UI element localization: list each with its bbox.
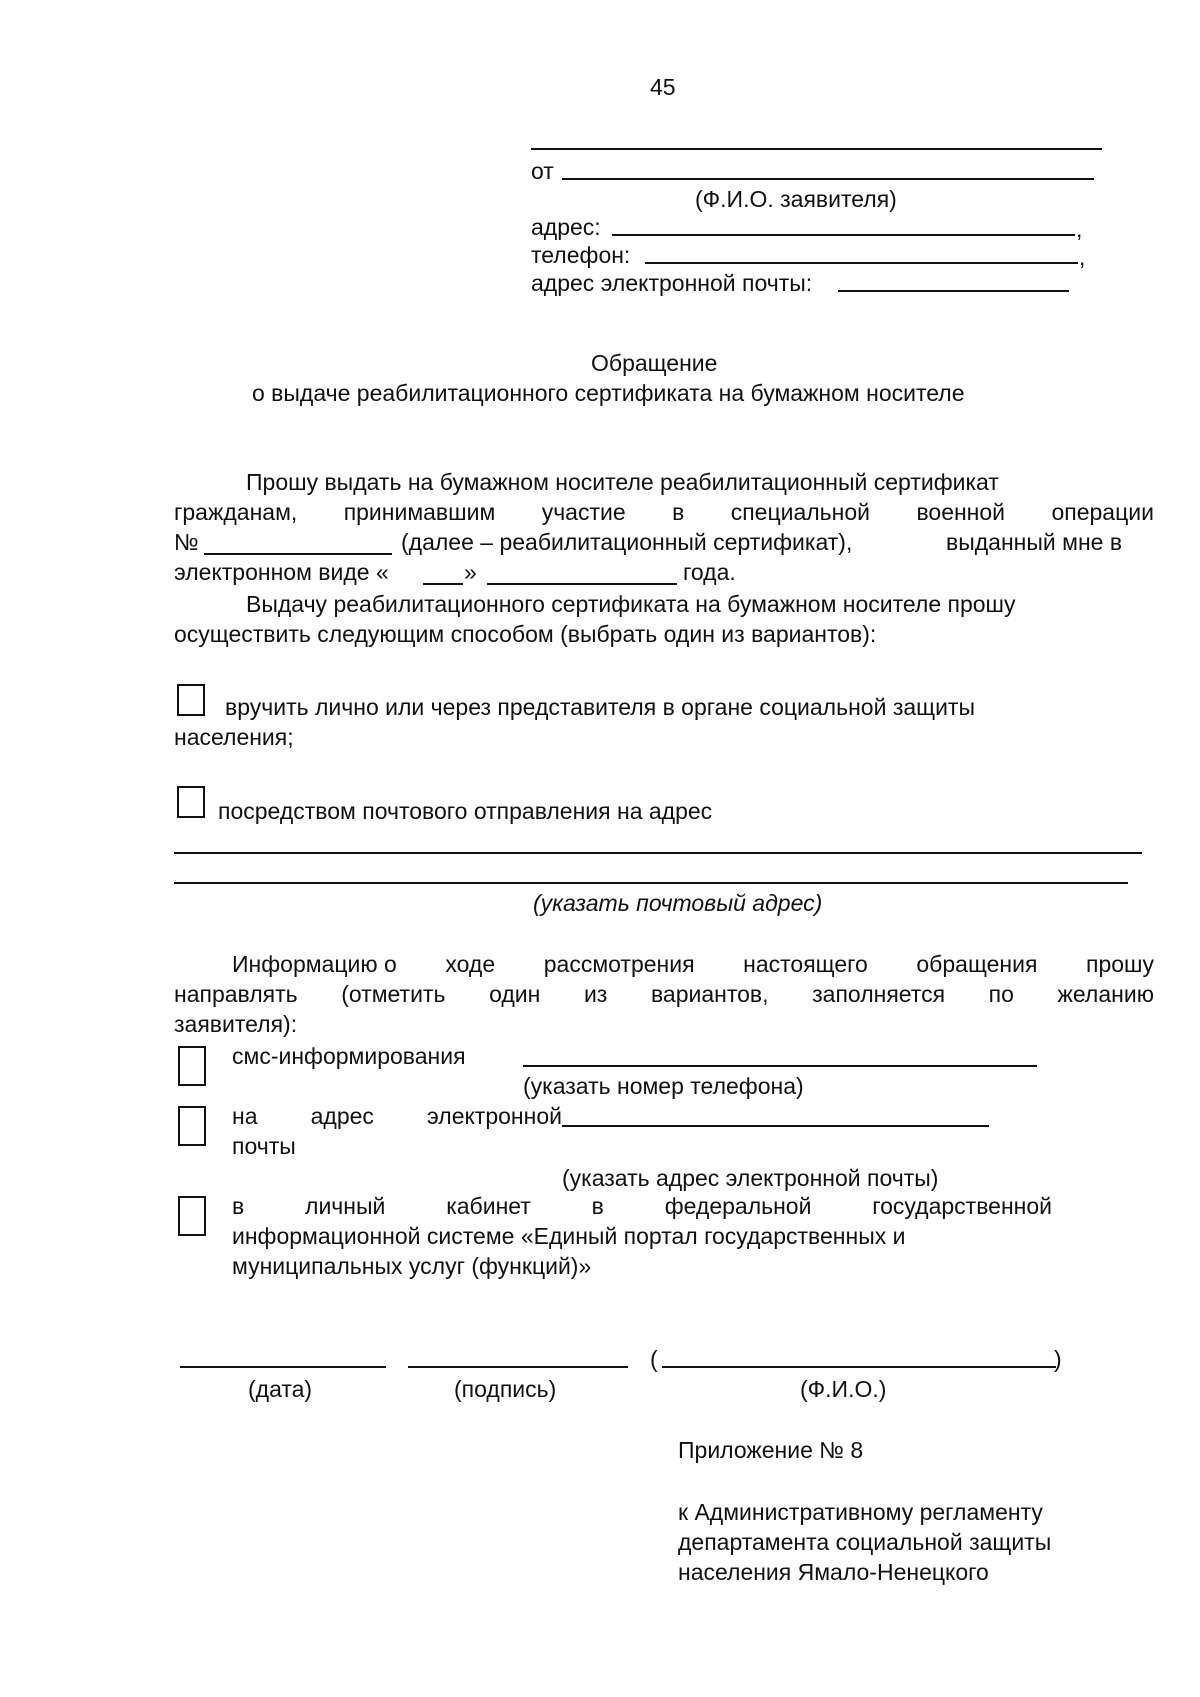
word: адрес xyxy=(310,1103,374,1129)
word: прошу xyxy=(1086,951,1154,977)
option-postal-label: посредством почтового отправления на адрес xyxy=(218,798,713,824)
signature-field[interactable] xyxy=(408,1366,628,1368)
from-label: от xyxy=(531,158,554,184)
month-field[interactable] xyxy=(487,583,677,585)
sms-phone-field[interactable] xyxy=(523,1065,1037,1067)
postal-address-field-1[interactable] xyxy=(174,852,1142,854)
appendix-title: Приложение № 8 xyxy=(678,1437,864,1463)
word: один xyxy=(489,981,541,1007)
sms-label: смс-информирования xyxy=(232,1043,466,1069)
p1-line4-start: электронном виде « xyxy=(174,559,389,585)
word: участие xyxy=(541,499,626,525)
phone-label: телефон: xyxy=(531,242,631,268)
word: федеральной xyxy=(664,1193,812,1219)
signature-fio-field[interactable] xyxy=(662,1366,1056,1368)
word: обращения xyxy=(916,951,1038,977)
word: Информацию о xyxy=(232,951,397,977)
word: из xyxy=(583,981,608,1007)
word: (отметить xyxy=(341,981,446,1007)
word: в xyxy=(232,1193,245,1219)
p1-line4-end: года. xyxy=(683,559,736,585)
address-label: адрес: xyxy=(531,214,601,240)
p1-line1: Прошу выдать на бумажном носителе реабилитационный сертификат xyxy=(246,469,999,495)
word: государственной xyxy=(872,1193,1052,1219)
portal-cabinet-checkbox[interactable] xyxy=(178,1196,206,1236)
word: настоящего xyxy=(743,951,868,977)
appendix-line3: населения Ямало-Ненецкого xyxy=(678,1559,989,1585)
sms-checkbox[interactable] xyxy=(178,1046,206,1086)
word: вариантов, xyxy=(650,981,769,1007)
sms-caption: (указать номер телефона) xyxy=(523,1073,804,1099)
info-line1 xyxy=(232,949,1154,979)
address-comma: , xyxy=(1076,216,1083,242)
word: рассмотрения xyxy=(543,951,695,977)
email-address-field[interactable] xyxy=(562,1125,989,1127)
word: военной xyxy=(916,499,1006,525)
fio-paren-close: ) xyxy=(1054,1346,1062,1372)
email-option-line1 xyxy=(232,1101,562,1131)
p2-line2: осуществить следующим способом (выбрать один из вариантов): xyxy=(174,621,877,647)
appendix-line2: департамента социальной защиты xyxy=(678,1529,1052,1555)
word: личный xyxy=(305,1193,386,1219)
option-in-person-checkbox[interactable] xyxy=(177,684,205,716)
portal-option-line2: информационной системе «Единый портал государственных и xyxy=(232,1223,906,1249)
portal-option-line3: муниципальных услуг (функций)» xyxy=(232,1253,592,1279)
word: направлять xyxy=(174,981,298,1007)
word: желанию xyxy=(1057,981,1154,1007)
signature-caption: (подпись) xyxy=(454,1376,557,1402)
email-checkbox[interactable] xyxy=(178,1106,206,1146)
addressee-line[interactable] xyxy=(531,148,1102,150)
from-fio-field[interactable] xyxy=(562,178,1094,180)
day-field[interactable] xyxy=(423,583,463,585)
fio-caption: (Ф.И.О. заявителя) xyxy=(695,186,897,212)
date-caption: (дата) xyxy=(248,1376,313,1402)
word: по xyxy=(988,981,1014,1007)
number-sign: № xyxy=(174,529,199,555)
portal-option-line1 xyxy=(232,1191,1052,1221)
p2-line1: Выдачу реабилитационного сертификата на бумажном носителе прошу xyxy=(246,591,1016,617)
email-option-line2: почты xyxy=(232,1133,296,1159)
word: кабинет xyxy=(446,1193,531,1219)
email-label: адрес электронной почты: xyxy=(531,270,813,296)
fio-caption-sign: (Ф.И.О.) xyxy=(800,1376,887,1402)
p1-line3-end: выданный мне в xyxy=(946,529,1123,555)
word: принимавшим xyxy=(343,499,496,525)
email-field[interactable] xyxy=(838,290,1069,292)
option-in-person-label-cont: населения; xyxy=(174,724,294,750)
p1-line4-quote: » xyxy=(464,559,477,585)
appendix-line1: к Административному регламенту xyxy=(678,1499,1043,1525)
info-line2 xyxy=(174,979,1154,1009)
postal-caption: (указать почтовый адрес) xyxy=(533,890,823,916)
email-caption: (указать адрес электронной почты) xyxy=(562,1165,939,1191)
info-line3: заявителя): xyxy=(174,1011,298,1037)
word: гражданам, xyxy=(174,499,298,525)
p1-line3-middle: (далее – реабилитационный сертификат), xyxy=(401,529,853,555)
phone-comma: , xyxy=(1079,244,1086,270)
fio-paren-open: ( xyxy=(650,1346,658,1372)
word: электронной xyxy=(427,1103,562,1129)
word: операции xyxy=(1051,499,1154,525)
postal-address-field-2[interactable] xyxy=(174,882,1128,884)
address-field[interactable] xyxy=(612,234,1075,236)
p1-line2 xyxy=(174,497,1154,527)
word: заполняется xyxy=(812,981,946,1007)
option-postal-checkbox[interactable] xyxy=(177,786,205,818)
word: ходе xyxy=(445,951,496,977)
word: в xyxy=(672,499,685,525)
date-field[interactable] xyxy=(180,1366,386,1368)
page-number: 45 xyxy=(650,74,676,100)
document-title: Обращение xyxy=(591,350,718,376)
phone-field[interactable] xyxy=(645,262,1078,264)
option-in-person-label: вручить лично или через представителя в органе социальной защиты xyxy=(225,694,975,720)
word: на xyxy=(232,1103,258,1129)
word: в xyxy=(591,1193,604,1219)
certificate-number-field[interactable] xyxy=(204,553,392,555)
document-subtitle: о выдаче реабилитационного сертификата на бумажном носителе xyxy=(252,380,965,406)
word: специальной xyxy=(730,499,871,525)
